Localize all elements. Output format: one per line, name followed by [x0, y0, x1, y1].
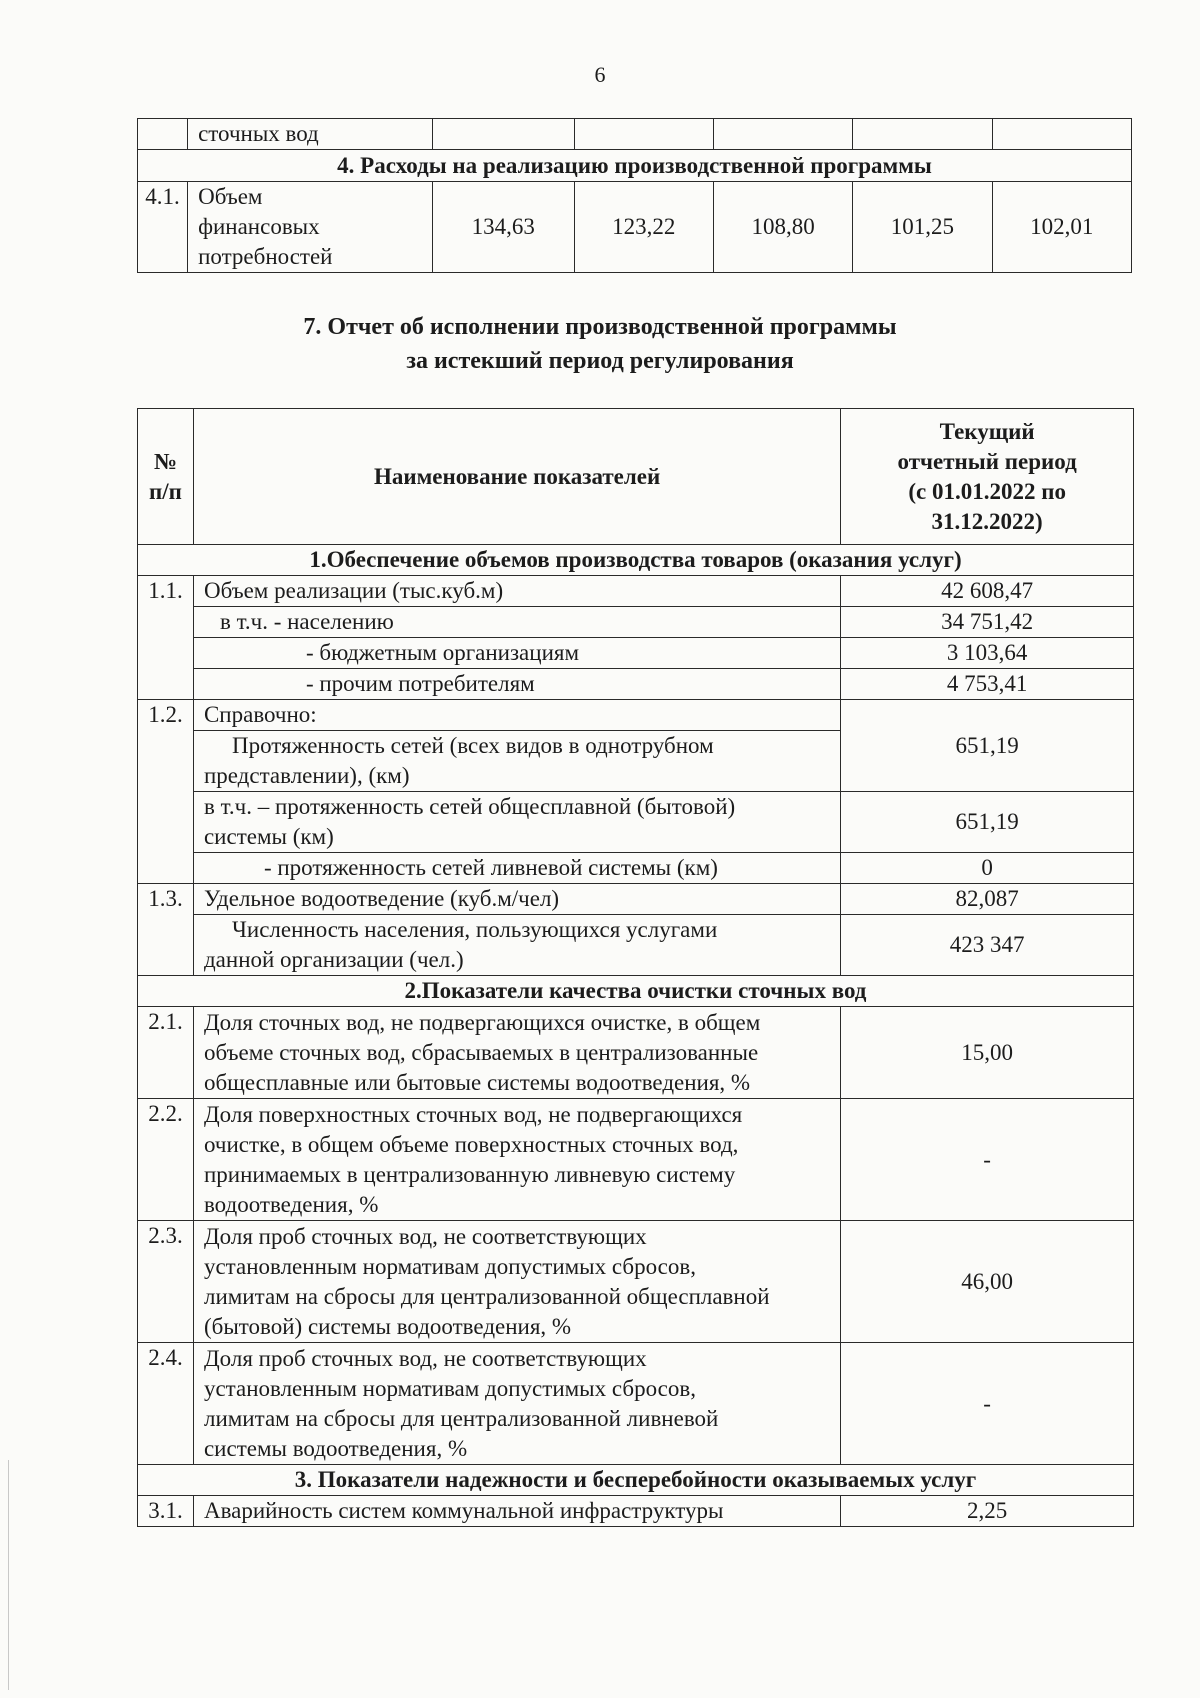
value-cell: 134,63 [433, 182, 575, 273]
table-row [138, 119, 1132, 150]
page-number: 6 [594, 62, 606, 87]
section-row [138, 545, 1134, 576]
value-cell: - [841, 1099, 1134, 1221]
indicator-name-cell: Аварийность систем коммунальной инфраструктуры [193, 1496, 840, 1527]
indicator-name-cell: - прочим потребителям [193, 669, 840, 700]
value-cell: 2,25 [841, 1496, 1134, 1527]
indicator-name-cell: Доля проб сточных вод, не соответствующих установленным нормативам допустимых сбросов, лимитам на сбросы для централизованной ливневой системы водоотведения, % [193, 1343, 840, 1465]
header-row [138, 409, 1134, 545]
row-number-cell: 1.1. [138, 576, 194, 700]
table-row [138, 1007, 1134, 1099]
header-period-cell: Текущий отчетный период (с 01.01.2022 по 31.12.2022) [841, 409, 1134, 545]
row-number-cell: 2.2. [138, 1099, 194, 1221]
indicator-name-cell: Объем реализации (тыс.куб.м) [193, 576, 840, 607]
table-row [138, 1343, 1134, 1465]
report-table [137, 408, 1134, 1527]
indicator-name-cell: Удельное водоотведение (куб.м/чел) [193, 884, 840, 915]
table-row [138, 700, 1134, 731]
value-cell: 15,00 [841, 1007, 1134, 1099]
indicator-name-cell: Доля проб сточных вод, не соответствующих установленным нормативам допустимых сбросов, лимитам на сбросы для централизованной общесплавной (бытовой) системы водоотведения, % [193, 1221, 840, 1343]
indicator-name-cell: - бюджетным организациям [193, 638, 840, 669]
section-row [138, 150, 1132, 182]
table-row [138, 576, 1134, 607]
table-row [138, 638, 1134, 669]
section-row [138, 976, 1134, 1007]
indicator-name-cell: Протяженность сетей (всех видов в однотрубном представлении), (км) [193, 731, 840, 792]
indicator-name-cell: в т.ч. – протяженность сетей общесплавной (бытовой) системы (км) [193, 792, 840, 853]
value-cell: 102,01 [992, 182, 1131, 273]
value-cell: 0 [841, 853, 1134, 884]
section-title: 4. Расходы на реализацию производственной программы [138, 150, 1132, 182]
value-cell: 108,80 [713, 182, 852, 273]
scan-artifact [8, 1460, 9, 1690]
value-cell: 651,19 [841, 700, 1134, 792]
table-row [138, 182, 1132, 273]
row-number-cell: 3.1. [138, 1496, 194, 1527]
section-title: 1.Обеспечение объемов производства товаров (оказания услуг) [138, 545, 1134, 576]
indicator-name-cell: сточных вод [188, 119, 433, 150]
indicator-name-cell: Объем финансовых потребностей [188, 182, 433, 273]
table-row [138, 1099, 1134, 1221]
row-number-cell: 2.1. [138, 1007, 194, 1099]
value-cell: 651,19 [841, 792, 1134, 853]
header-num-cell: № п/п [138, 409, 194, 545]
table-row [138, 607, 1134, 638]
row-number-cell: 2.3. [138, 1221, 194, 1343]
value-cell: 46,00 [841, 1221, 1134, 1343]
section-row [138, 1465, 1134, 1496]
table-row [138, 1496, 1134, 1527]
indicator-name-cell: Справочно: [193, 700, 840, 731]
table-row [138, 1221, 1134, 1343]
value-cell: - [841, 1343, 1134, 1465]
section-title: 2.Показатели качества очистки сточных вод [138, 976, 1134, 1007]
row-number-cell: 2.4. [138, 1343, 194, 1465]
value-cell: 423 347 [841, 915, 1134, 976]
value-cell: 101,25 [853, 182, 992, 273]
value-cell: 42 608,47 [841, 576, 1134, 607]
table-row [138, 669, 1134, 700]
value-cell: 123,22 [574, 182, 713, 273]
value-cell: 34 751,42 [841, 607, 1134, 638]
value-cell: 82,087 [841, 884, 1134, 915]
indicator-name-cell: в т.ч. - населению [193, 607, 840, 638]
indicator-name-cell: Доля сточных вод, не подвергающихся очистке, в общем объеме сточных вод, сбрасываемых в централизованные общесплавные или бытовые системы водоотведения, % [193, 1007, 840, 1099]
row-number-cell [138, 119, 188, 150]
indicator-name-cell: Доля поверхностных сточных вод, не подвергающихся очистке, в общем объеме поверхностных сточных вод, принимаемых в централизованную ливневую систему водоотведения, % [193, 1099, 840, 1221]
section-title: 3. Показатели надежности и бесперебойности оказываемых услуг [138, 1465, 1134, 1496]
value-cell: 3 103,64 [841, 638, 1134, 669]
header-name-cell: Наименование показателей [193, 409, 840, 545]
table-row [138, 915, 1134, 976]
table-row [138, 853, 1134, 884]
row-number-cell: 1.3. [138, 884, 194, 976]
production-program-table [137, 118, 1132, 273]
value-cell: 4 753,41 [841, 669, 1134, 700]
indicator-name-cell: - протяженность сетей ливневой системы (км) [193, 853, 840, 884]
table-row [138, 792, 1134, 853]
row-number-cell: 4.1. [138, 182, 188, 273]
indicator-name-cell: Численность населения, пользующихся услугами данной организации (чел.) [193, 915, 840, 976]
table-row [138, 884, 1134, 915]
report-heading: 7. Отчет об исполнении производственной программы за истекший период регулирования [303, 314, 897, 374]
row-number-cell: 1.2. [138, 700, 194, 884]
